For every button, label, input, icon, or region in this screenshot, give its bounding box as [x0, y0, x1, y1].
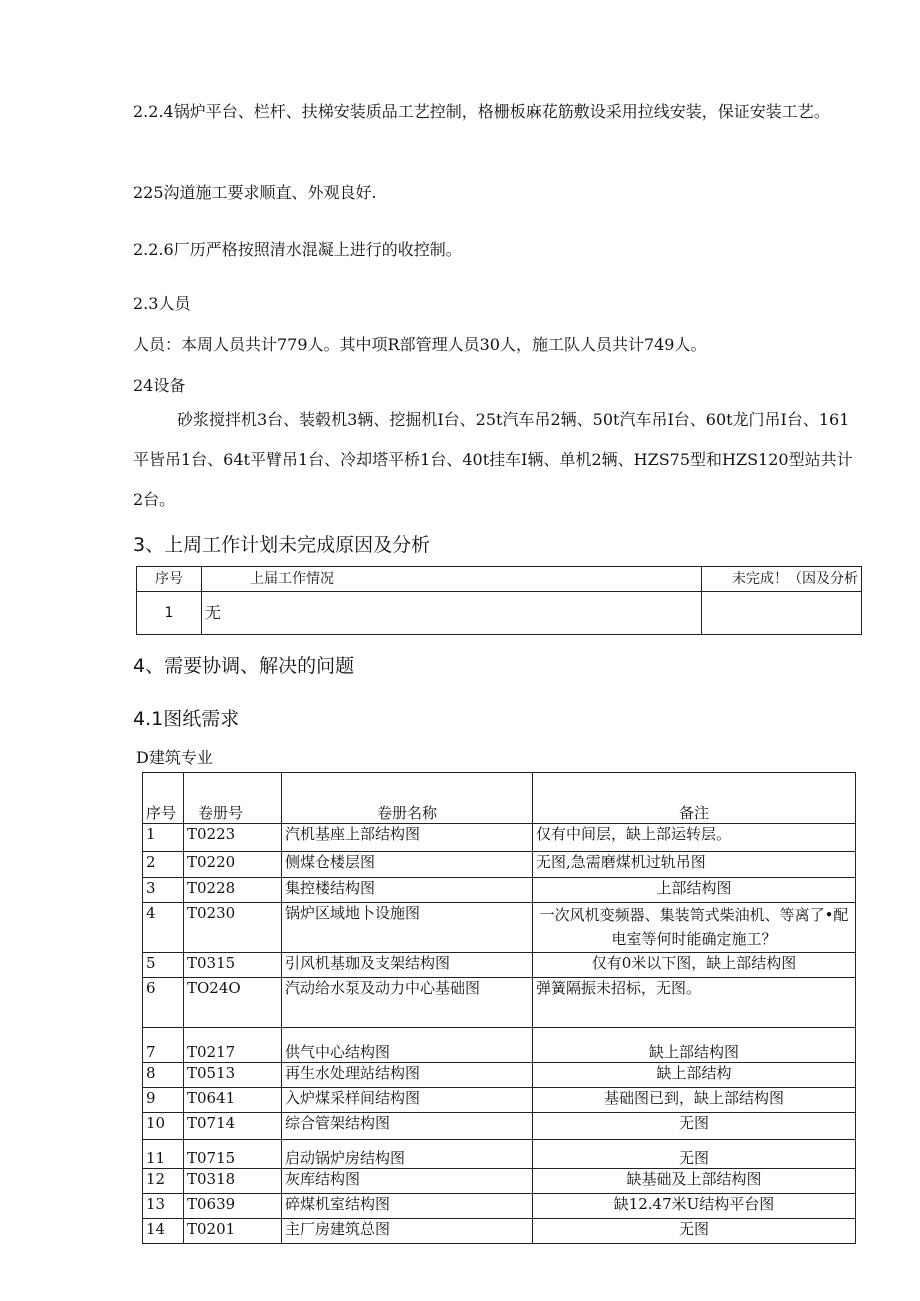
table-cell: 弹簧隔振未招标，无图。 — [533, 978, 856, 1028]
table-cell: 灰库结构图 — [282, 1169, 533, 1194]
table-cell: 一次风机变频器、集装笥式柴油机、等离了•配电室等何时能确定施工？ — [533, 903, 856, 953]
table-cell: T0315 — [184, 953, 282, 978]
section-4-title: 4、需要协调、解决的问题 — [133, 655, 355, 677]
table-cell: 供气中心结构图 — [282, 1028, 533, 1063]
table-row — [143, 1088, 856, 1113]
table-cell: 缺基础及上部结构图 — [533, 1169, 856, 1194]
table-cell: 上部结构图 — [533, 878, 856, 903]
table-header-row — [143, 773, 856, 824]
header-cell: 未完成！（因及分析 — [702, 567, 862, 592]
category-label: D建筑专业 — [136, 748, 213, 767]
header-cell: 序号 — [137, 567, 202, 592]
table-cell: 1 — [143, 824, 184, 852]
table-cell: 汽动给水泵及动力中心基础图 — [282, 978, 533, 1028]
table-cell: 综合管架结构图 — [282, 1113, 533, 1140]
table-cell: 5 — [143, 953, 184, 978]
table-cell: T0230 — [184, 903, 282, 953]
table-cell: 6 — [143, 978, 184, 1028]
table-cell: 仅有中间层，缺上部运转层。 — [533, 824, 856, 852]
table-row — [143, 824, 856, 852]
table-cell: 启动锅炉房结构图 — [282, 1140, 533, 1169]
drawing-demand-table — [142, 772, 856, 1244]
unfinished-work-table — [136, 566, 862, 635]
table-cell: T0217 — [184, 1028, 282, 1063]
table-row — [143, 1028, 856, 1063]
header-cell: 上届工作情况 — [202, 567, 702, 592]
table-cell: T0639 — [184, 1194, 282, 1219]
table-cell: T0714 — [184, 1113, 282, 1140]
table-cell: 侧煤仓楼层图 — [282, 852, 533, 878]
table-row — [143, 953, 856, 978]
table-row — [143, 878, 856, 903]
table-cell: 4 — [143, 903, 184, 953]
table-cell: 缺上部结构 — [533, 1063, 856, 1088]
table-cell: 无图 — [533, 1140, 856, 1169]
table-cell: 8 — [143, 1063, 184, 1088]
table-row — [137, 592, 862, 635]
table-row — [143, 1140, 856, 1169]
table-row — [143, 1194, 856, 1219]
table-cell: 14 — [143, 1219, 184, 1244]
table-cell: T0641 — [184, 1088, 282, 1113]
table-cell: 无图 — [533, 1113, 856, 1140]
table-cell: T0513 — [184, 1063, 282, 1088]
table-cell: 入炉煤采样间结构图 — [282, 1088, 533, 1113]
header-cell: 卷册名称 — [282, 773, 533, 824]
heading-2-4: 24设备 — [133, 376, 186, 395]
table-cell: 11 — [143, 1140, 184, 1169]
table-cell: 无图,急需磨煤机过轨吊图 — [533, 852, 856, 878]
table-cell: 无 — [202, 592, 702, 635]
table-cell: 缺上部结构图 — [533, 1028, 856, 1063]
table-row — [143, 852, 856, 878]
heading-2-3: 2.3人员 — [133, 294, 191, 313]
table-cell: T0228 — [184, 878, 282, 903]
header-cell: 备注 — [533, 773, 856, 824]
table-header-row — [137, 567, 862, 592]
section-4-1-title: 4.1图纸需求 — [133, 708, 240, 730]
paragraph-2-2-5: 225沟道施工要求顺直、外观良好. — [133, 183, 377, 202]
table-cell: 集控楼结构图 — [282, 878, 533, 903]
table-cell: 锅炉区域地卜设施图 — [282, 903, 533, 953]
table-cell: 基础图已到，缺上部结构图 — [533, 1088, 856, 1113]
table-cell: 3 — [143, 878, 184, 903]
table-cell: 缺12.47米U结构平台图 — [533, 1194, 856, 1219]
table-cell: 1 — [137, 592, 202, 635]
table-cell: 无图 — [533, 1219, 856, 1244]
table-cell: T0318 — [184, 1169, 282, 1194]
header-cell: 卷册号 — [184, 773, 282, 824]
table-cell: T0201 — [184, 1219, 282, 1244]
table-cell: TO24O — [184, 978, 282, 1028]
table-cell: 9 — [143, 1088, 184, 1113]
table-cell: 仅有0米以下图，缺上部结构图 — [533, 953, 856, 978]
table-cell: T0223 — [184, 824, 282, 852]
paragraph-2-2-6: 2.2.6厂历严格按照清水混凝上进行的收控制。 — [133, 240, 462, 259]
table-cell: 引风机基珈及支架结构图 — [282, 953, 533, 978]
table-cell: T0715 — [184, 1140, 282, 1169]
section-3-title: 3、上周工作计划未完成原因及分析 — [133, 534, 431, 556]
paragraph-2-2-4: 2.2.4锅炉平台、栏杆、扶梯安装质品工艺控制，格栅板麻花筋敷设采用拉线安装，保证安装工艺。 — [133, 102, 830, 121]
table-row — [143, 1219, 856, 1244]
table-cell: 再生水处理站结构图 — [282, 1063, 533, 1088]
table-cell: 7 — [143, 1028, 184, 1063]
paragraph-equipment: 砂浆搅拌机3台、装毂机3辆、挖掘机I台、25t汽车吊2辆、50t汽车吊I台、60t龙门吊I台、161平皆吊1台、64t平臂吊1台、冷却塔平桥1台、40t挂车I辆、单机2辆、HZS75型和HZS120型站共计2台。 — [133, 410, 853, 509]
table-cell: T0220 — [184, 852, 282, 878]
table-cell: 12 — [143, 1169, 184, 1194]
table-cell: 10 — [143, 1113, 184, 1140]
table-cell: 汽机基座上部结构图 — [282, 824, 533, 852]
table-cell: 碎煤机室结构图 — [282, 1194, 533, 1219]
paragraph-staff: 人员：本周人员共计779人。其中项R部管理人员30人，施工队人员共计749人。 — [133, 335, 707, 354]
table-cell — [702, 592, 862, 635]
table-row — [143, 1113, 856, 1140]
table-cell: 2 — [143, 852, 184, 878]
table-row — [143, 1169, 856, 1194]
table-cell: 主厂房建筑总图 — [282, 1219, 533, 1244]
table-row — [143, 903, 856, 953]
table-row — [143, 1063, 856, 1088]
header-cell: 序号 — [143, 773, 184, 824]
table-cell: 13 — [143, 1194, 184, 1219]
table-row — [143, 978, 856, 1028]
